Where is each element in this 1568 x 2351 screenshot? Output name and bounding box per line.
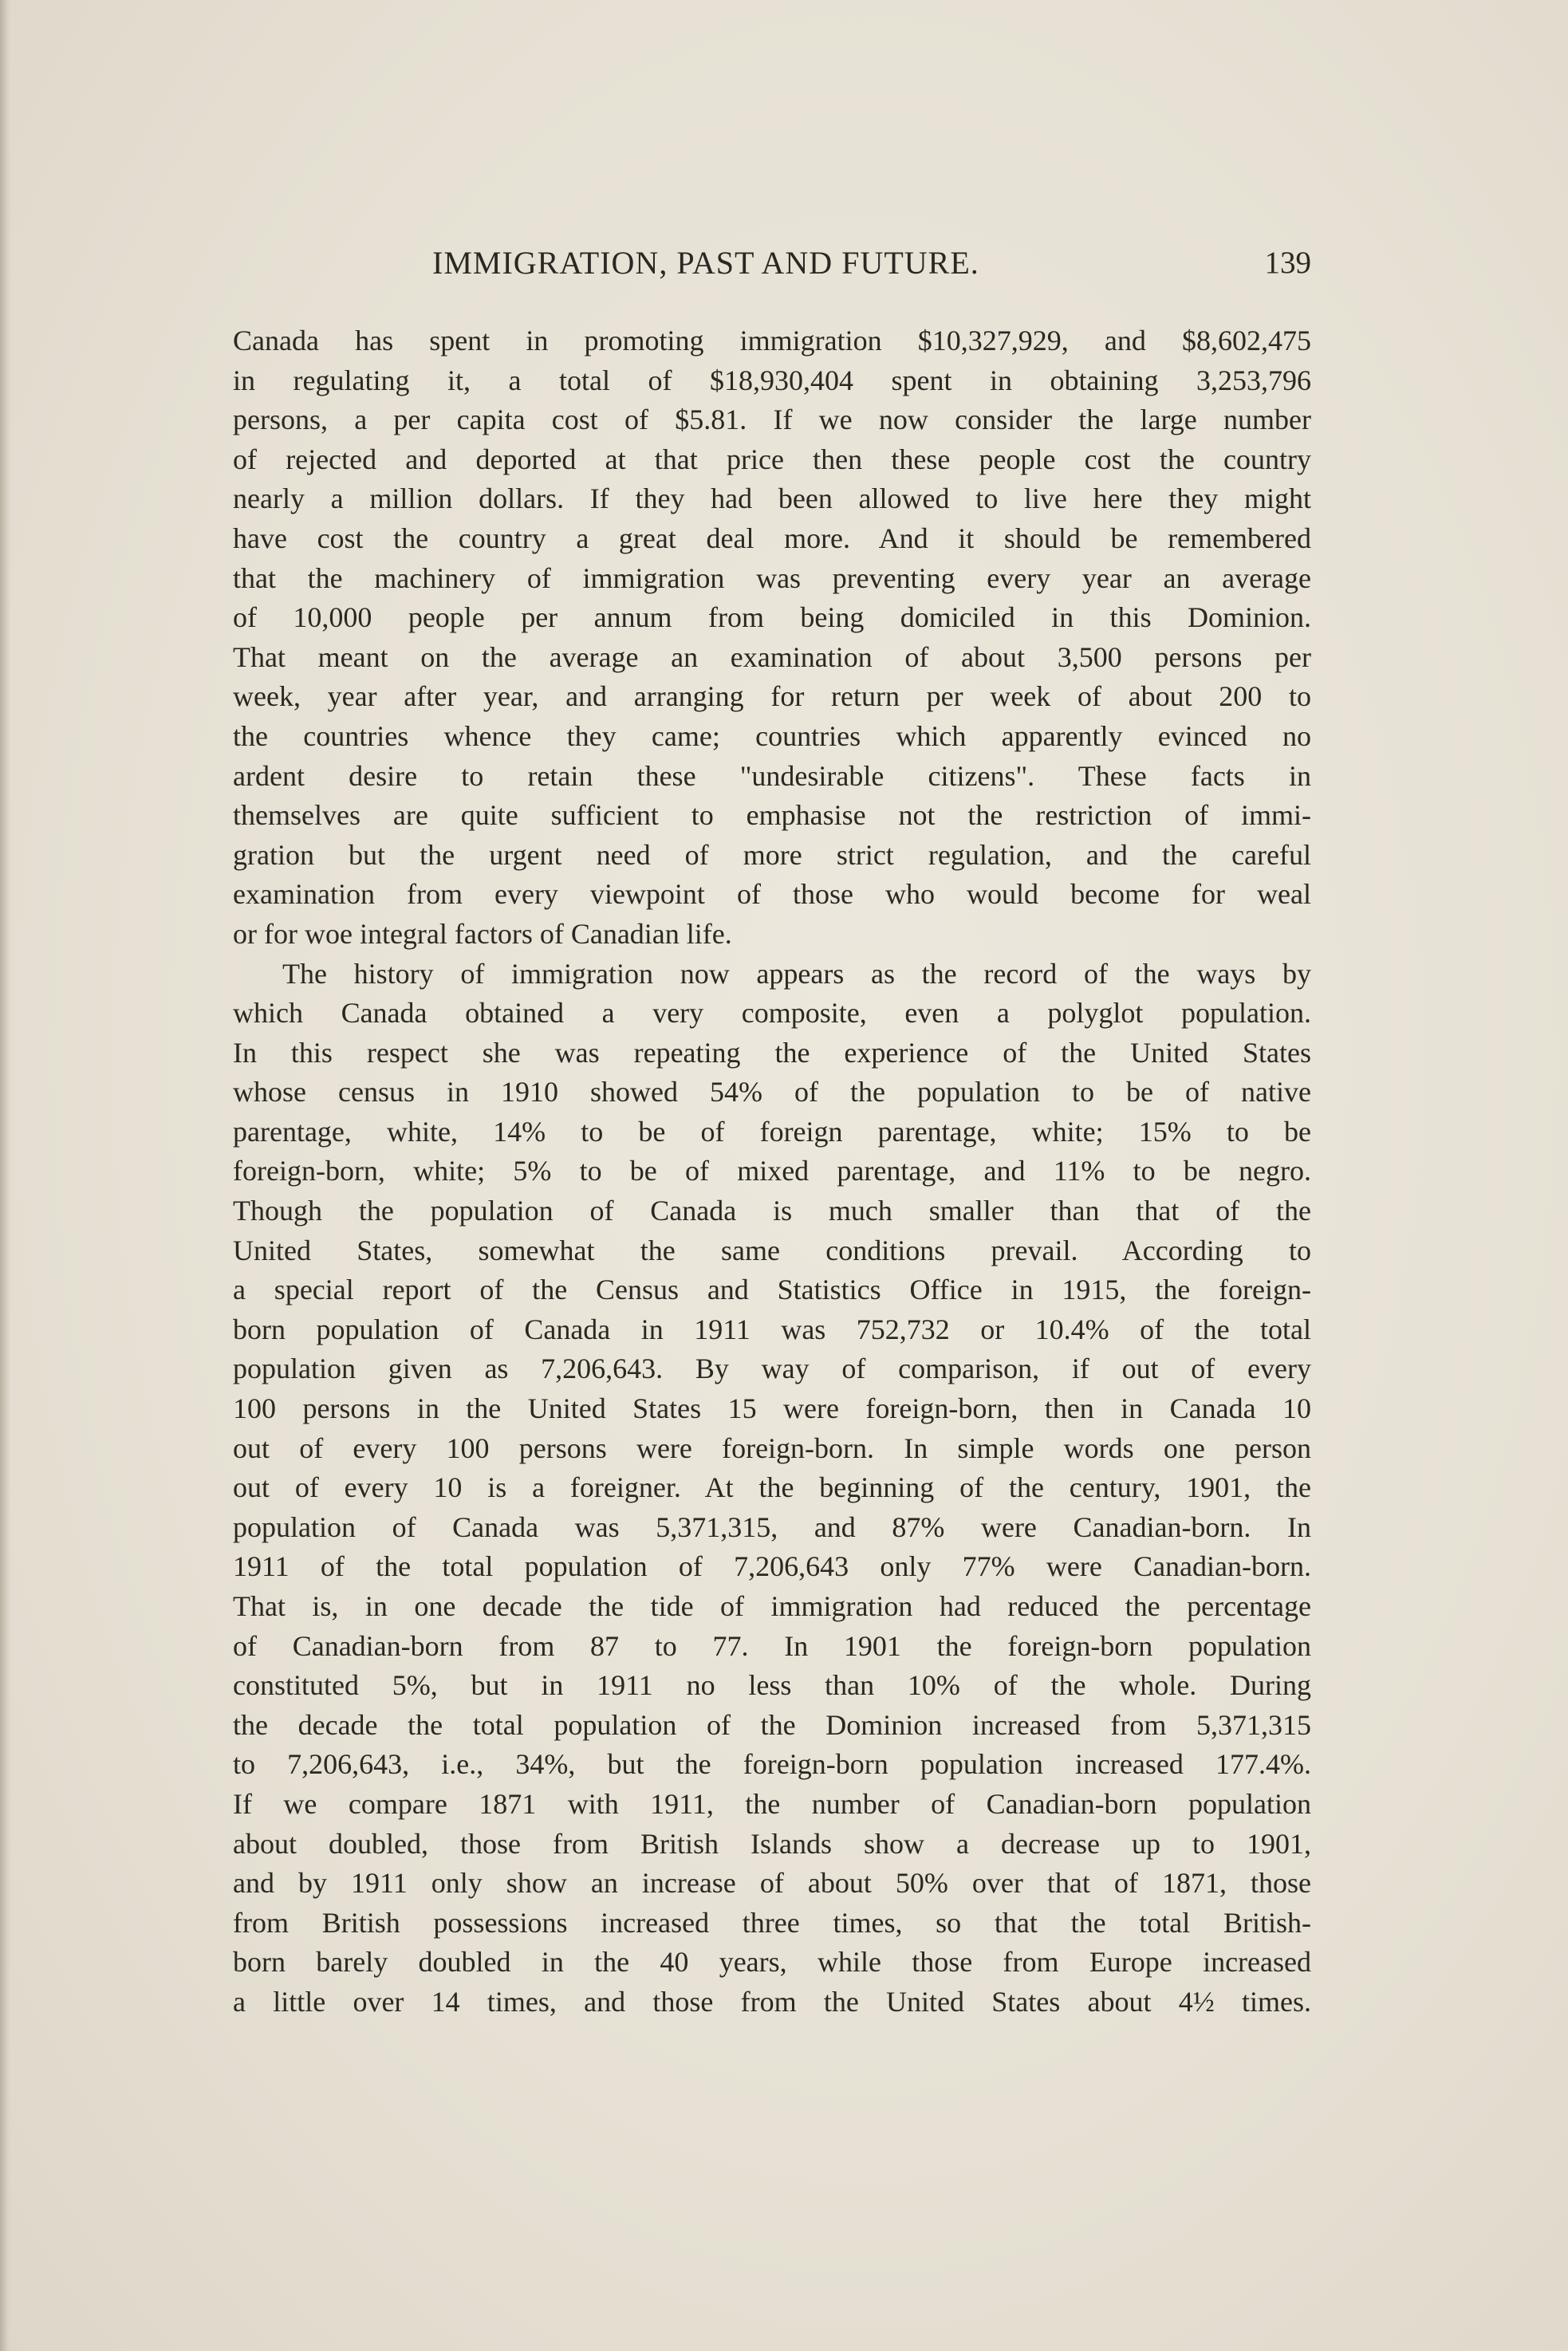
text-line: a special report of the Census and Statistics Office in 1915, the foreign-	[233, 1274, 1311, 1306]
text-line: week, year after year, and arranging for return per week of about 200 to	[233, 680, 1311, 713]
text-line: ardent desire to retain these "undesirable citizens". These facts in	[233, 759, 1311, 792]
running-title: IMMIGRATION, PAST AND FUTURE.	[432, 245, 979, 281]
text-line: to 7,206,643, i.e., 34%, but the foreign-born population increased 177.4%.	[233, 1748, 1311, 1781]
text-line: about doubled, those from British Islands show a decrease up to 1901,	[233, 1827, 1311, 1860]
text-line: of 10,000 people per annum from being domiciled in this Dominion.	[233, 601, 1311, 634]
text-line: parentage, white, 14% to be of foreign parentage, white; 15% to be	[233, 1115, 1311, 1148]
text-line: persons, a per capita cost of $5.81. If we now consider the large number	[233, 404, 1311, 436]
text-line: in regulating it, a total of $18,930,404 spent in obtaining 3,253,796	[233, 364, 1311, 396]
text-line: 100 persons in the United States 15 were foreign-born, then in Canada 10	[233, 1392, 1311, 1425]
text-line: out of every 10 is a foreigner. At the beginning of the century, 1901, the	[233, 1471, 1311, 1504]
page-number: 139	[1264, 246, 1311, 280]
text-line: constituted 5%, but in 1911 no less than 10% of the whole. During	[233, 1669, 1311, 1702]
text-line: have cost the country a great deal more. And it should be remembered	[233, 522, 1311, 554]
text-line: the countries whence they came; countries which apparently evinced no	[233, 719, 1311, 752]
text-line: a little over 14 times, and those from the United States about 4½ times.	[233, 1985, 1311, 2018]
text-line: of Canadian-born from 87 to 77. In 1901 the foreign-born population	[233, 1629, 1311, 1662]
text-line: In this respect she was repeating the experience of the United States	[233, 1036, 1311, 1069]
text-line: population of Canada was 5,371,315, and 87% were Canadian-born. In	[233, 1510, 1311, 1543]
text-line: population given as 7,206,643. By way of comparison, if out of every	[233, 1353, 1311, 1385]
text-line: and by 1911 only show an increase of about 50% over that of 1871, those	[233, 1867, 1311, 1900]
text-line: from British possessions increased three times, so that the total British-	[233, 1906, 1311, 1939]
text-line: which Canada obtained a very composite, even a polyglot population.	[233, 997, 1311, 1030]
text-line: the decade the total population of the Dominion increased from 5,371,315	[233, 1708, 1311, 1741]
text-line: themselves are quite sufficient to emphasise not the restriction of immi-	[233, 799, 1311, 832]
text-line: out of every 100 persons were foreign-born. In simple words one person	[233, 1431, 1311, 1464]
text-line: If we compare 1871 with 1911, the number of Canadian-born population	[233, 1787, 1311, 1820]
text-line: That is, in one decade the tide of immigration had reduced the percentage	[233, 1590, 1311, 1622]
text-line: born population of Canada in 1911 was 752,732 or 10.4% of the total	[233, 1313, 1311, 1345]
text-line: Though the population of Canada is much smaller than that of the	[233, 1195, 1311, 1227]
text-line: United States, somewhat the same conditions prevail. According to	[233, 1234, 1311, 1266]
text-line: nearly a million dollars. If they had been allowed to live here they might	[233, 482, 1311, 515]
text-line: examination from every viewpoint of those who would become for weal	[233, 878, 1311, 911]
page-header	[233, 239, 1311, 287]
page-spine-shadow	[0, 0, 11, 2351]
text-line: that the machinery of immigration was preventing every year an average	[233, 561, 1311, 594]
body-text	[233, 321, 1311, 2022]
text-line: 1911 of the total population of 7,206,643 only 77% were Canadian-born.	[233, 1550, 1311, 1583]
text-line: foreign-born, white; 5% to be of mixed parentage, and 11% to be negro.	[233, 1155, 1311, 1187]
text-line: That meant on the average an examination of about 3,500 persons per	[233, 640, 1311, 673]
text-line: of rejected and deported at that price then these people cost the country	[233, 443, 1311, 475]
text-line: gration but the urgent need of more strict regulation, and the careful	[233, 838, 1311, 871]
text-line: Canada has spent in promoting immigration $10,327,929, and $8,602,475	[233, 325, 1311, 356]
text-line: born barely doubled in the 40 years, while those from Europe increased	[233, 1946, 1311, 1979]
text-line: whose census in 1910 showed 54% of the population to be of native	[233, 1076, 1311, 1109]
paragraph-start-line: The history of immigration now appears as the record of the ways by	[282, 957, 1311, 990]
paragraph-end-line: or for woe integral factors of Canadian life.	[233, 917, 732, 950]
